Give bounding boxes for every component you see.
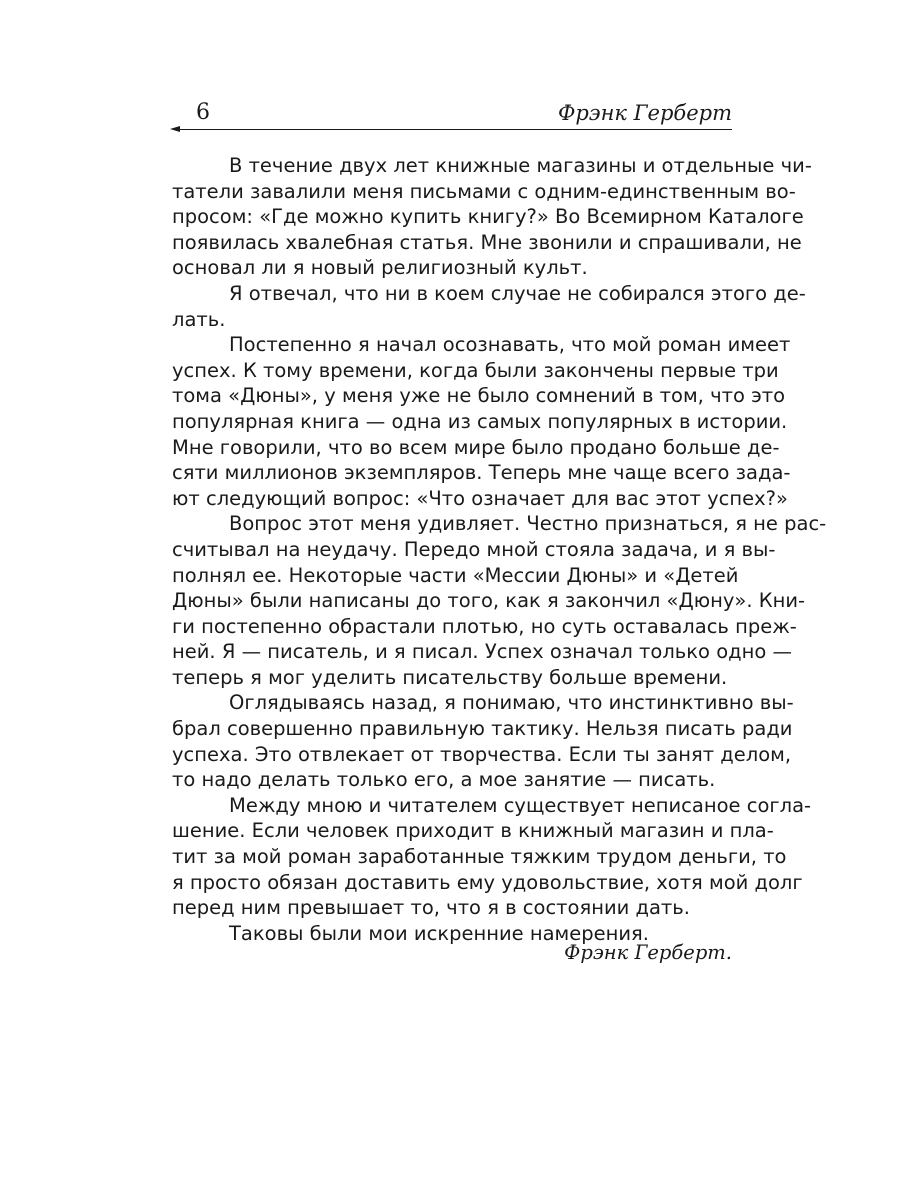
- header-rule: [176, 129, 732, 130]
- page-number: 6: [196, 100, 210, 125]
- text-line: ней. Я — писатель, и я писал. Успех означал только одно —: [172, 640, 792, 664]
- text-line: сяти миллионов экземпляров. Теперь мне чаще всего зада-: [172, 461, 791, 485]
- text-line: теперь я мог уделить писательству больше времени.: [172, 665, 728, 689]
- text-line: татели завалили меня письмами с одним-единственным во-: [172, 179, 796, 203]
- text-line: я просто обязан доставить ему удовольствие, хотя мой долг: [172, 870, 803, 894]
- text-line: шение. Если человек приходит в книжный магазин и пла-: [172, 819, 774, 843]
- text-line: Я отвечал, что ни в коем случае не собирался этого де-: [229, 281, 806, 305]
- text-line: Вопрос этот меня удивляет. Честно признаться, я не рас-: [229, 512, 827, 536]
- text-line: Таковы были мои искренние намерения.: [229, 921, 649, 945]
- text-line: считывал на неудачу. Передо мной стояла задача, и я вы-: [172, 537, 776, 561]
- running-title: Фрэнк Герберт: [557, 101, 732, 125]
- text-line: основал ли я новый религиозный культ.: [172, 256, 588, 280]
- text-line: Дюны» были написаны до того, как я закончил «Дюну». Кни-: [172, 589, 806, 613]
- body-text: [172, 153, 827, 946]
- text-line: успех. К тому времени, когда были закончены первые три: [172, 358, 779, 382]
- text-line: тит за мой роман заработанные тяжким трудом деньги, то: [172, 845, 787, 869]
- text-line: Постепенно я начал осознавать, что мой роман имеет: [229, 333, 791, 357]
- text-line: успеха. Это отвлекает от творчества. Если ты занят делом,: [172, 742, 792, 766]
- author-signature: Фрэнк Герберт.: [564, 941, 732, 964]
- text-line: перед ним превышает то, что я в состоянии дать.: [172, 896, 690, 920]
- text-line: популярная книга — одна из самых популярных в истории.: [172, 409, 788, 433]
- text-line: просом: «Где можно купить книгу?» Во Всемирном Каталоге: [172, 205, 804, 229]
- text-line: Мне говорили, что во всем мире было продано больше де-: [172, 435, 780, 459]
- text-line: то надо делать только его, а мое занятие — писать.: [172, 768, 716, 792]
- text-line: В течение двух лет книжные магазины и отдельные чи-: [229, 154, 812, 177]
- text-line: Между мною и читателем существует неписаное согла-: [229, 793, 812, 817]
- page-header: [170, 98, 732, 132]
- text-line: ги постепенно обрастали плотью, но суть оставалась преж-: [172, 614, 797, 638]
- text-line: брал совершенно правильную тактику. Нельзя писать ради: [172, 717, 793, 741]
- text-line: лать.: [172, 307, 226, 331]
- text-line: Оглядываясь назад, я понимаю, что инстинктивно вы-: [229, 691, 794, 715]
- text-line: ют следующий вопрос: «Что означает для вас этот успех?»: [172, 486, 788, 510]
- text-line: полнял ее. Некоторые части «Мессии Дюны» и «Детей: [172, 563, 739, 587]
- text-line: тома «Дюны», у меня уже не было сомнений в том, что это: [172, 384, 786, 408]
- text-line: появилась хвалебная статья. Мне звонили и спрашивали, не: [172, 230, 802, 254]
